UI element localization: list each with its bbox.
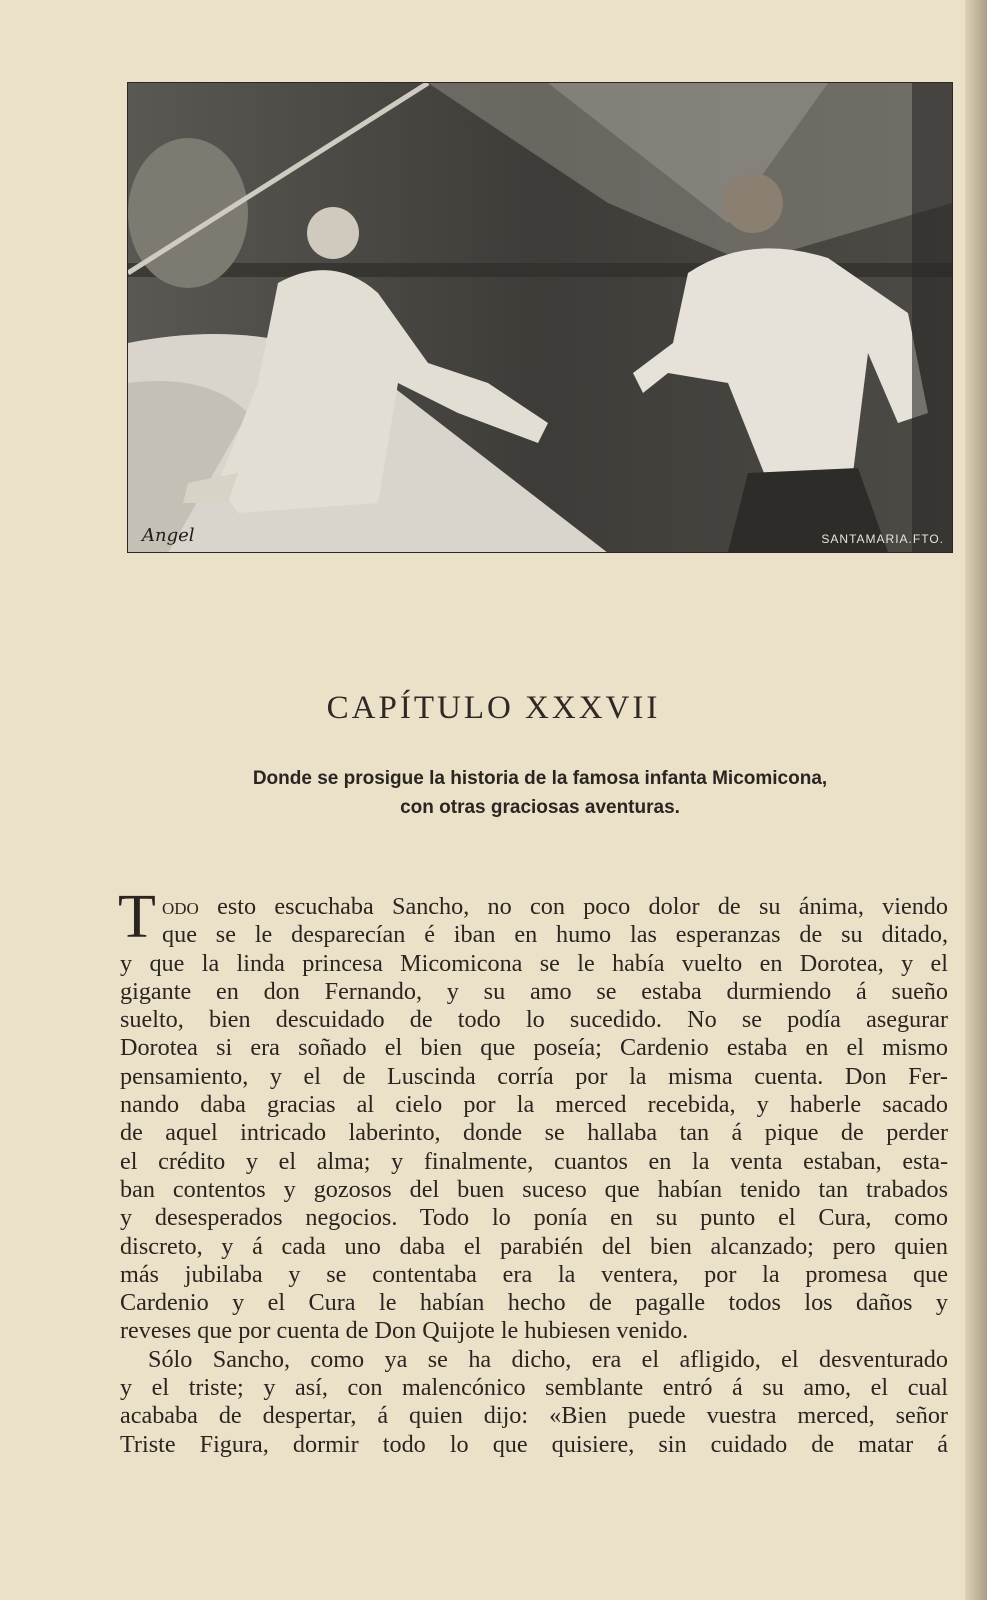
body-line: acababa de despertar, á quien dijo: «Bien puede vuestra merced, señor <box>120 1402 948 1430</box>
body-line: Dorotea si era soñado el bien que poseía; Cardenio estaba en el mismo <box>120 1034 948 1062</box>
body-line: pensamiento, y el de Luscinda corría por la misma cuenta. Don Fer- <box>120 1062 948 1090</box>
body-line: nando daba gracias al cielo por la merced recebida, y haberle sacado <box>120 1091 948 1119</box>
body-line-text: esto escuchaba Sancho, no con poco dolor de su ánima, viendo <box>198 893 948 920</box>
page-edge-shadow <box>965 0 987 1600</box>
body-line: y que la linda princesa Micomicona se le había vuelto en Dorotea, y el <box>120 949 948 977</box>
body-line: Triste Figura, dormir todo lo que quisiere, sin cuidado de matar á <box>120 1430 948 1458</box>
illustration-drawing <box>128 83 952 552</box>
body-line: el crédito y el alma; y finalmente, cuantos en la venta estaban, esta- <box>120 1147 948 1175</box>
first-word-smallcaps: odo <box>162 893 199 920</box>
body-line: gigante en don Fernando, y su amo se estaba durmiendo á sueño <box>120 977 948 1005</box>
body-line: y desesperados negocios. Todo lo ponía en su punto el Cura, como <box>120 1204 948 1232</box>
body-line: Sólo Sancho, como ya se ha dicho, era el afligido, el desventurado <box>148 1345 948 1373</box>
chapter-title: CAPÍTULO XXXVII <box>326 690 661 726</box>
body-line: Cardenio y el Cura le habían hecho de pagalle todos los daños y <box>120 1289 948 1317</box>
chapter-body <box>120 893 948 1459</box>
photo-credit: SANTAMARIA.FTO. <box>821 532 944 546</box>
body-line: y el triste; y así, con malencónico semblante entró á su amo, el cual <box>120 1374 948 1402</box>
chapter-subtitle <box>200 764 880 822</box>
body-line: de aquel intricado laberinto, donde se hallaba tan á pique de perder <box>120 1119 948 1147</box>
body-line: suelto, bien descuidado de todo lo sucedido. No se podía asegurar <box>120 1006 948 1034</box>
body-line: ban contentos y gozosos del buen suceso que habían tenido tan trabados <box>120 1175 948 1203</box>
body-line: más jubilaba y se contentaba era la ventera, por la promesa que <box>120 1260 948 1288</box>
body-line: que se le desparecían é iban en humo las esperanzas de su ditado, <box>162 921 948 949</box>
drop-cap: T <box>118 883 156 951</box>
body-line <box>120 893 948 921</box>
artist-signature: Angel <box>142 525 195 546</box>
chapter-illustration <box>127 82 953 553</box>
subtitle-line-1: Donde se prosigue la historia de la famosa infanta Micomicona, <box>252 768 828 789</box>
subtitle-line-2: con otras graciosas aventuras. <box>400 797 680 818</box>
body-line: discreto, y á cada uno daba el parabién del bien alcanzado; pero quien <box>120 1232 948 1260</box>
body-line: reveses que por cuenta de Don Quijote le hubiesen venido. <box>120 1317 689 1345</box>
